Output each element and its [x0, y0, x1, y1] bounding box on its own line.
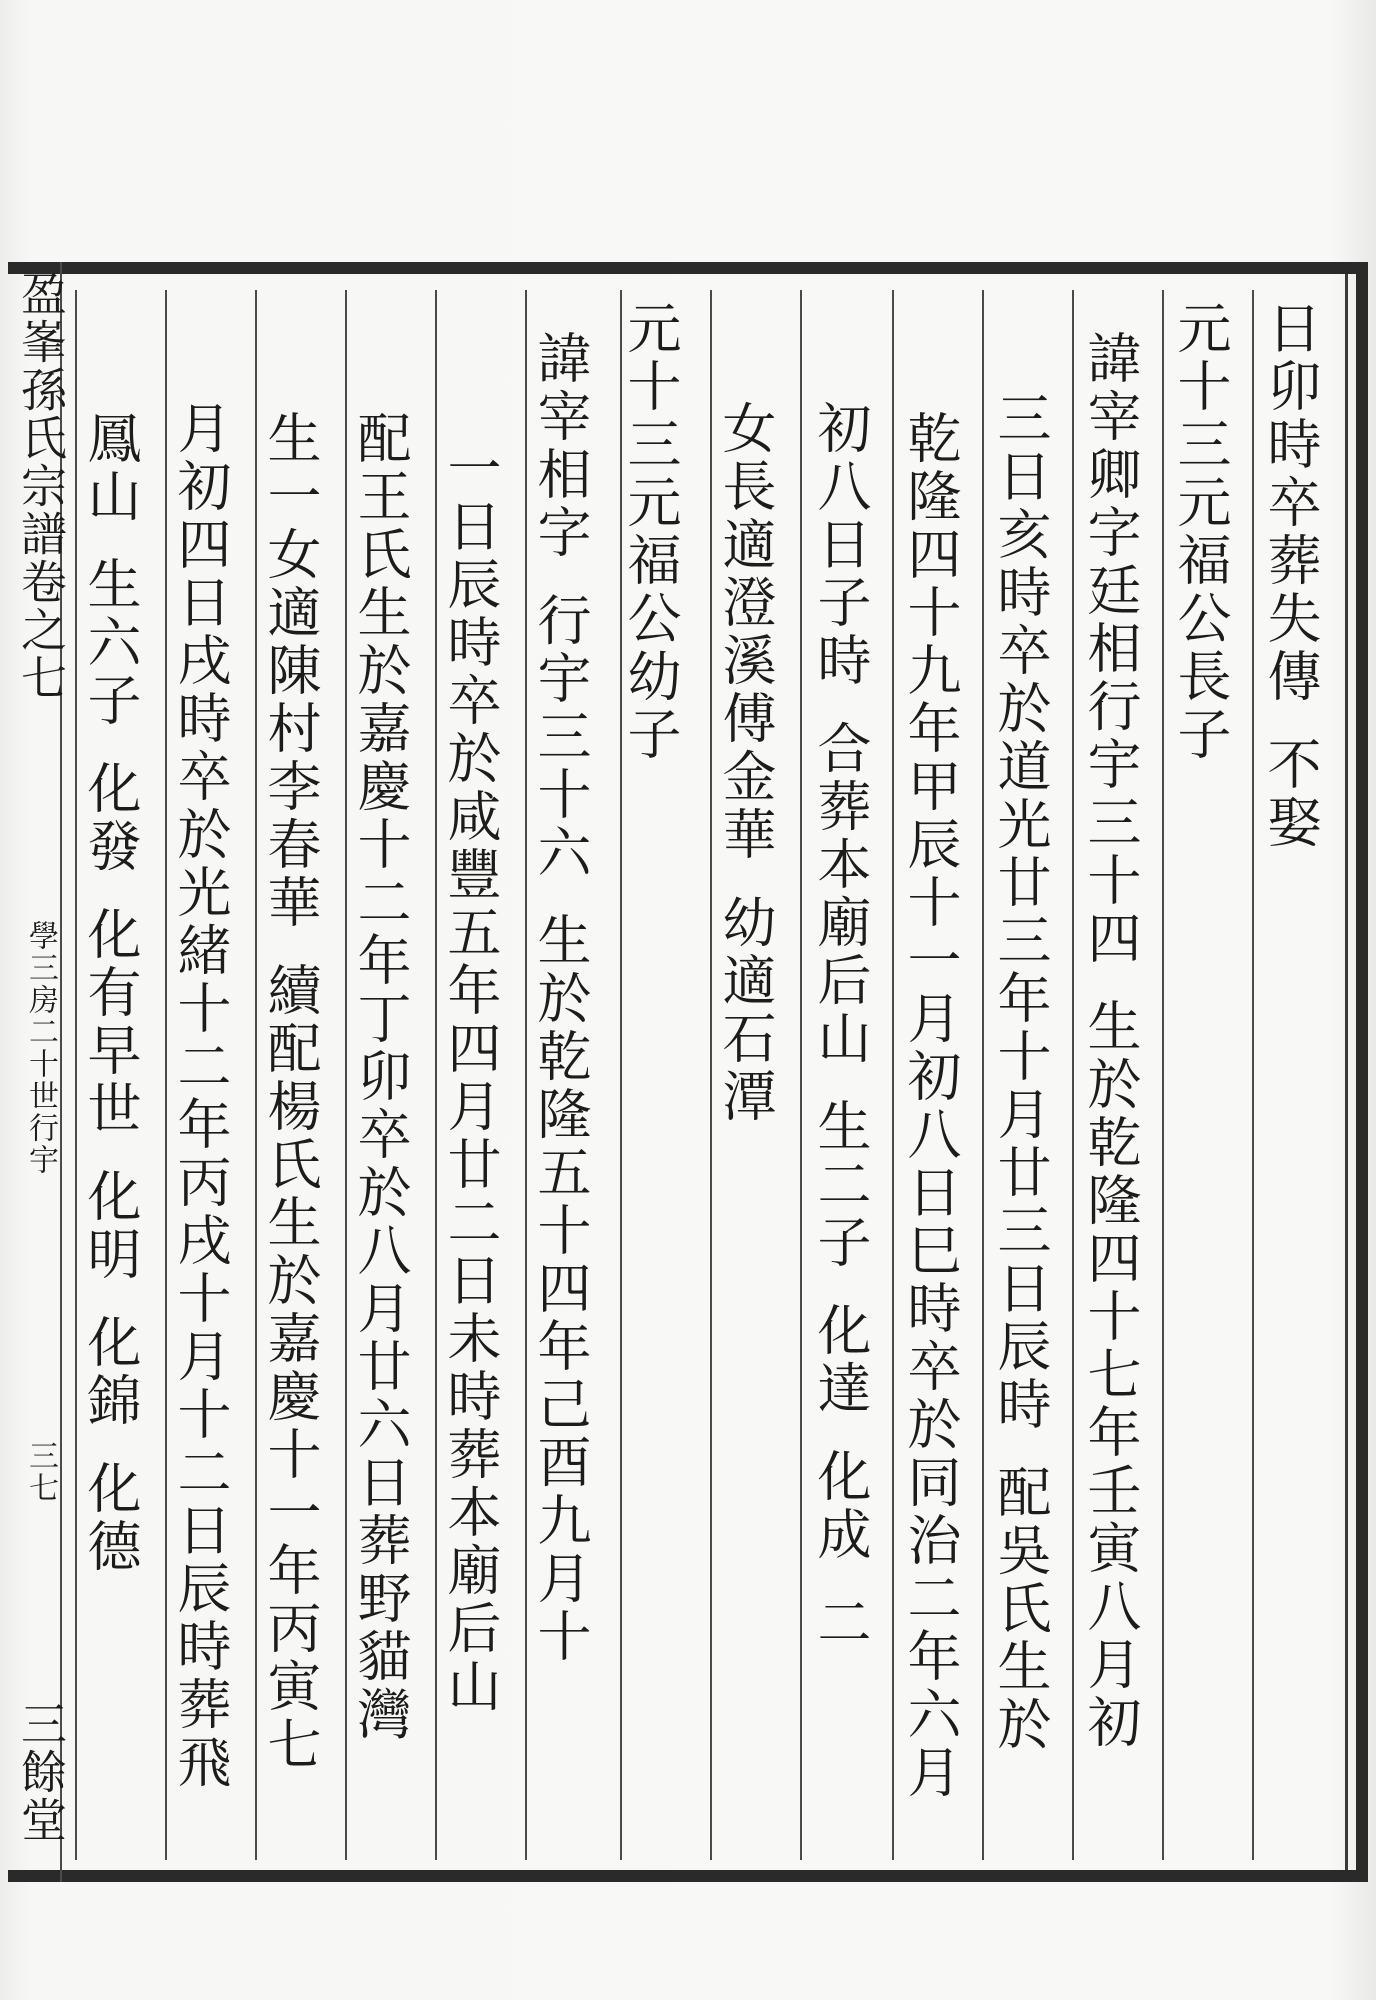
column-line: 一日辰時卒於咸豐五年四月廿二日未時葬本廟后山: [439, 440, 502, 1716]
column-line: 女長適澄溪傅金華: [714, 400, 777, 864]
text-column: [989, 390, 1052, 1754]
text-column: [259, 410, 322, 1774]
column-rule: [435, 290, 437, 1860]
column-line: 續配楊氏生於嘉慶十一年丙寅七: [259, 962, 322, 1774]
text-column: [619, 300, 682, 764]
column-line: 初八日子時: [809, 400, 872, 690]
column-rule: [255, 290, 257, 1860]
column-line: 日卯時卒葬失傳: [1259, 300, 1322, 706]
column-line: 生六子: [79, 556, 142, 730]
text-column: [79, 410, 142, 1576]
column-rule: [75, 290, 77, 1860]
column-line: 三日亥時卒於道光廿三年十月廿三日辰時: [989, 390, 1052, 1434]
frame-right-border: [1356, 262, 1368, 1882]
column-line: 化發: [79, 760, 142, 876]
column-rule: [345, 290, 347, 1860]
column-line: 化錦: [79, 1314, 142, 1430]
column-line: 幼適石潭: [714, 894, 777, 1126]
page-number: 三七: [23, 1440, 58, 1504]
column-rule: [1072, 290, 1074, 1860]
column-line: 二: [809, 1594, 872, 1652]
column-line: 配王氏生於嘉慶十二年丁卯卒於八月廿六日葬野貓灣: [349, 410, 412, 1744]
column-line: 元十三元福公幼子: [619, 300, 682, 764]
hall-name: 三餘堂: [14, 1700, 68, 1844]
column-rule: [892, 290, 894, 1860]
column-rule: [710, 290, 712, 1860]
column-line: 生二子: [809, 1098, 872, 1272]
text-column: [899, 410, 962, 1802]
column-line: 生於乾隆五十四年己酉九月十: [529, 912, 592, 1666]
column-line: 合葬本廟后山: [809, 720, 872, 1068]
column-line: 生一女適陳村李春華: [259, 410, 322, 932]
column-line: 不娶: [1259, 736, 1322, 852]
section-label: 學三房二十世行宇: [23, 920, 58, 1176]
column-rule: [1252, 290, 1254, 1860]
frame-right-inner-border: [1345, 274, 1348, 1870]
frame-top-border: [8, 262, 1368, 274]
column-rule: [525, 290, 527, 1860]
column-line: 諱宰相字: [529, 330, 592, 562]
text-column: [1259, 300, 1322, 852]
column-line: 元十三元福公長子: [1169, 300, 1232, 764]
column-rule: [800, 290, 802, 1860]
column-line: 行宇三十六: [529, 592, 592, 882]
text-column: [349, 410, 412, 1744]
column-line: 化有早世: [79, 906, 142, 1138]
frame-bottom-border: [8, 1870, 1368, 1882]
column-line: 化成: [809, 1448, 872, 1564]
text-column: [529, 330, 592, 1666]
column-line: 化達: [809, 1302, 872, 1418]
text-column: [714, 400, 777, 1126]
column-line: 化德: [79, 1460, 142, 1576]
book-title: 盈峯孫氏宗譜卷之七: [14, 270, 68, 702]
column-line: 配吳氏生於: [989, 1464, 1052, 1754]
text-column: [1169, 300, 1232, 764]
text-column: [809, 400, 872, 1652]
column-line: 化明: [79, 1168, 142, 1284]
text-column: [1079, 330, 1142, 1752]
column-line: 乾隆四十九年甲辰十一月初八日巳時卒於同治二年六月: [899, 410, 962, 1802]
column-rule: [165, 290, 167, 1860]
text-column: [169, 400, 232, 1792]
text-column: [439, 440, 502, 1716]
column-rule: [1162, 290, 1164, 1860]
column-line: 諱宰卿字廷相行宇三十四: [1079, 330, 1142, 968]
column-line: 生於乾隆四十七年壬寅八月初: [1079, 998, 1142, 1752]
column-line: 月初四日戌時卒於光緒十二年丙戌十月十二日辰時葬飛: [169, 400, 232, 1792]
column-line: 鳳山: [79, 410, 142, 526]
column-rule: [982, 290, 984, 1860]
